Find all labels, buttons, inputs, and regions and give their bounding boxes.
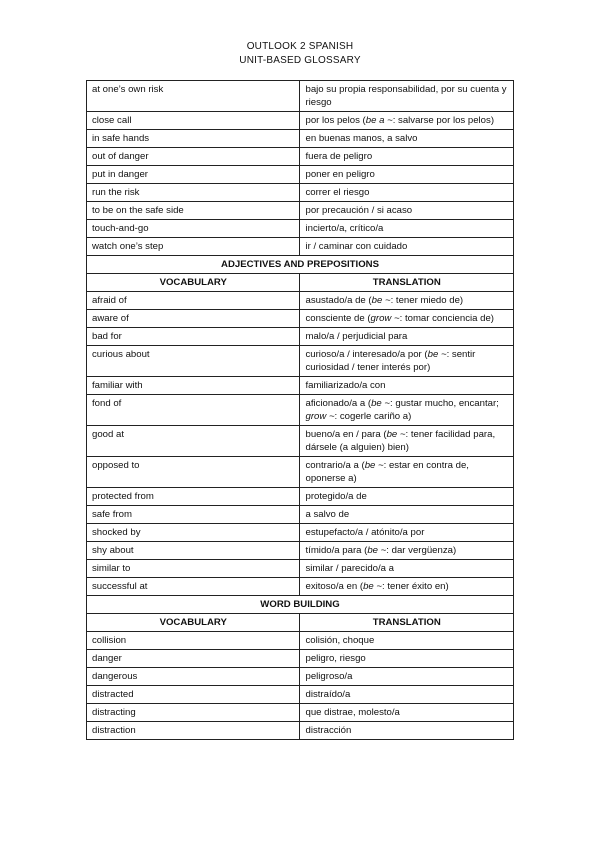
translation: aficionado/a a (be ~: gustar mucho, encantar; grow ~: cogerle cariño a) bbox=[300, 395, 514, 426]
table-row bbox=[87, 130, 514, 148]
vocabulary-term: out of danger bbox=[87, 148, 300, 166]
table-row bbox=[87, 81, 514, 112]
translation-column-header: TRANSLATION bbox=[300, 274, 514, 292]
table-row bbox=[87, 426, 514, 457]
table-row bbox=[87, 578, 514, 596]
table-row bbox=[87, 457, 514, 488]
table-row bbox=[87, 377, 514, 395]
vocabulary-term: shocked by bbox=[87, 524, 300, 542]
vocabulary-term: afraid of bbox=[87, 292, 300, 310]
translation: bajo su propia responsabilidad, por su cuenta y riesgo bbox=[300, 81, 514, 112]
translation: incierto/a, crítico/a bbox=[300, 220, 514, 238]
vocabulary-term: shy about bbox=[87, 542, 300, 560]
translation: similar / parecido/a a bbox=[300, 560, 514, 578]
column-header-row bbox=[87, 614, 514, 632]
translation: colisión, choque bbox=[300, 632, 514, 650]
translation: peligroso/a bbox=[300, 668, 514, 686]
table-row bbox=[87, 328, 514, 346]
translation: bueno/a en / para (be ~: tener facilidad para, dársele (a alguien) bien) bbox=[300, 426, 514, 457]
vocabulary-term: good at bbox=[87, 426, 300, 457]
translation: peligro, riesgo bbox=[300, 650, 514, 668]
glossary-table bbox=[86, 80, 514, 740]
vocabulary-column-header: VOCABULARY bbox=[87, 614, 300, 632]
translation: por los pelos (be a ~: salvarse por los pelos) bbox=[300, 112, 514, 130]
table-row bbox=[87, 560, 514, 578]
translation: protegido/a de bbox=[300, 488, 514, 506]
table-row bbox=[87, 166, 514, 184]
vocabulary-term: safe from bbox=[87, 506, 300, 524]
translation: familiarizado/a con bbox=[300, 377, 514, 395]
vocabulary-term: dangerous bbox=[87, 668, 300, 686]
vocabulary-term: run the risk bbox=[87, 184, 300, 202]
vocabulary-term: aware of bbox=[87, 310, 300, 328]
table-row bbox=[87, 650, 514, 668]
vocabulary-term: protected from bbox=[87, 488, 300, 506]
section-heading: ADJECTIVES AND PREPOSITIONS bbox=[87, 256, 514, 274]
vocabulary-term: close call bbox=[87, 112, 300, 130]
vocabulary-term: fond of bbox=[87, 395, 300, 426]
vocabulary-term: similar to bbox=[87, 560, 300, 578]
section-heading-row bbox=[87, 596, 514, 614]
table-row bbox=[87, 202, 514, 220]
table-row bbox=[87, 184, 514, 202]
translation: por precaución / si acaso bbox=[300, 202, 514, 220]
vocabulary-term: to be on the safe side bbox=[87, 202, 300, 220]
translation-column-header: TRANSLATION bbox=[300, 614, 514, 632]
glossary-table-body bbox=[87, 81, 514, 740]
vocabulary-term: distracted bbox=[87, 686, 300, 704]
table-row bbox=[87, 542, 514, 560]
vocabulary-term: successful at bbox=[87, 578, 300, 596]
translation: a salvo de bbox=[300, 506, 514, 524]
table-row bbox=[87, 704, 514, 722]
table-row bbox=[87, 686, 514, 704]
translation: distracción bbox=[300, 722, 514, 740]
table-row bbox=[87, 506, 514, 524]
translation: en buenas manos, a salvo bbox=[300, 130, 514, 148]
translation: exitoso/a en (be ~: tener éxito en) bbox=[300, 578, 514, 596]
table-row bbox=[87, 524, 514, 542]
translation: asustado/a de (be ~: tener miedo de) bbox=[300, 292, 514, 310]
vocabulary-term: in safe hands bbox=[87, 130, 300, 148]
translation: tímido/a para (be ~: dar vergüenza) bbox=[300, 542, 514, 560]
document-header bbox=[0, 40, 600, 68]
vocabulary-term: familiar with bbox=[87, 377, 300, 395]
table-row bbox=[87, 668, 514, 686]
vocabulary-term: touch-and-go bbox=[87, 220, 300, 238]
section-heading-row bbox=[87, 256, 514, 274]
table-row bbox=[87, 112, 514, 130]
translation: curioso/a / interesado/a por (be ~: sentir curiosidad / tener interés por) bbox=[300, 346, 514, 377]
translation: estupefacto/a / atónito/a por bbox=[300, 524, 514, 542]
vocabulary-term: at one’s own risk bbox=[87, 81, 300, 112]
table-row bbox=[87, 292, 514, 310]
translation: distraído/a bbox=[300, 686, 514, 704]
vocabulary-term: danger bbox=[87, 650, 300, 668]
table-row bbox=[87, 310, 514, 328]
translation: que distrae, molesto/a bbox=[300, 704, 514, 722]
translation: ir / caminar con cuidado bbox=[300, 238, 514, 256]
vocabulary-term: curious about bbox=[87, 346, 300, 377]
translation: malo/a / perjudicial para bbox=[300, 328, 514, 346]
translation: consciente de (grow ~: tomar conciencia de) bbox=[300, 310, 514, 328]
vocabulary-term: bad for bbox=[87, 328, 300, 346]
translation: correr el riesgo bbox=[300, 184, 514, 202]
table-row bbox=[87, 346, 514, 377]
section-heading: WORD BUILDING bbox=[87, 596, 514, 614]
table-row bbox=[87, 722, 514, 740]
vocabulary-term: distraction bbox=[87, 722, 300, 740]
translation: poner en peligro bbox=[300, 166, 514, 184]
table-row bbox=[87, 148, 514, 166]
column-header-row bbox=[87, 274, 514, 292]
vocabulary-term: collision bbox=[87, 632, 300, 650]
table-row bbox=[87, 238, 514, 256]
document-title: OUTLOOK 2 SPANISH bbox=[246, 41, 354, 52]
translation: contrario/a a (be ~: estar en contra de, oponerse a) bbox=[300, 457, 514, 488]
table-row bbox=[87, 395, 514, 426]
vocabulary-term: watch one’s step bbox=[87, 238, 300, 256]
table-row bbox=[87, 220, 514, 238]
table-row bbox=[87, 632, 514, 650]
vocabulary-term: put in danger bbox=[87, 166, 300, 184]
vocabulary-term: distracting bbox=[87, 704, 300, 722]
vocabulary-term: opposed to bbox=[87, 457, 300, 488]
translation: fuera de peligro bbox=[300, 148, 514, 166]
table-row bbox=[87, 488, 514, 506]
vocabulary-column-header: VOCABULARY bbox=[87, 274, 300, 292]
document-subtitle: UNIT-BASED GLOSSARY bbox=[239, 55, 361, 66]
